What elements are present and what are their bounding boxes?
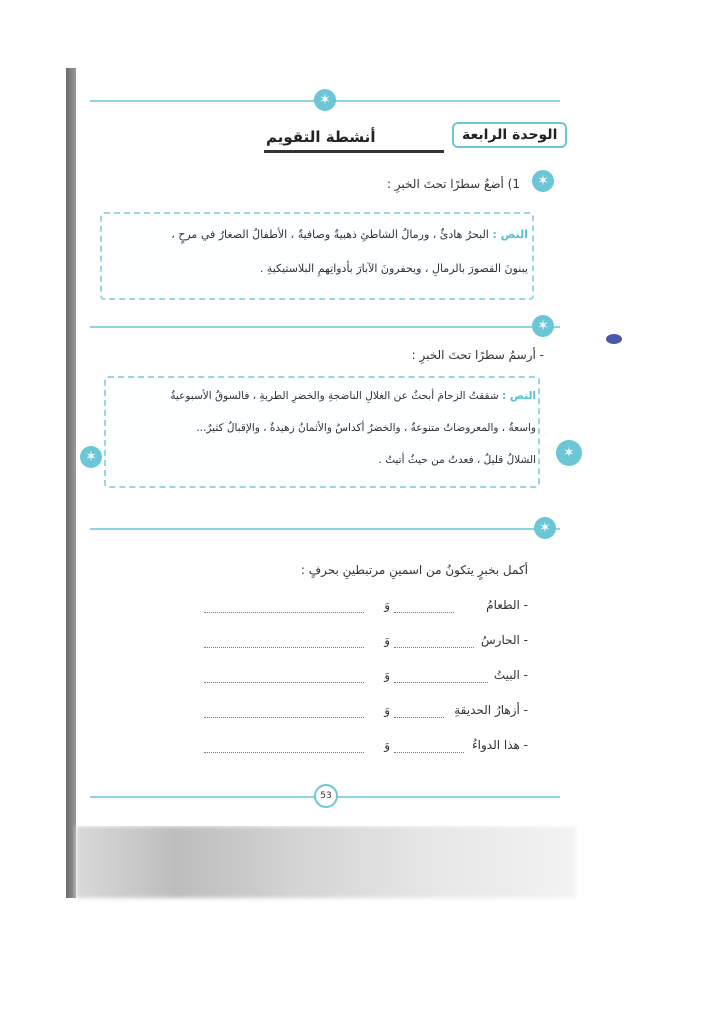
- divider-star-icon: ✶: [532, 315, 554, 337]
- completion-blank[interactable]: [394, 647, 474, 648]
- divider-line-1: [90, 326, 560, 328]
- completion-blank[interactable]: [204, 752, 364, 753]
- activity2-line1-row: [106, 390, 536, 402]
- completion-blank[interactable]: [204, 612, 364, 613]
- conjunction-label: وَ: [384, 598, 390, 612]
- activity1-text-line1: البحرُ هادئٌ ، ورمالُ الشاطئِ ذهبيةٌ وصافيةٌ ، الأطفالُ الصغارُ في مرحٍ ،: [171, 228, 489, 241]
- activity-star-icon: ✶: [532, 170, 554, 192]
- divider-star-icon-2: ✶: [534, 517, 556, 539]
- completion-row-label: - البيتُ: [493, 668, 528, 682]
- completion-row-label: - هذا الدواءُ: [472, 738, 528, 752]
- page-number: 53: [314, 784, 338, 808]
- completion-blank[interactable]: [394, 612, 454, 613]
- conjunction-label: وَ: [384, 633, 390, 647]
- activity1-text-line2: يبنونَ القصورَ بالرمالِ ، ويحفرونَ الآبارَ بأدواتِهمِ البلاستيكيةِ .: [259, 262, 528, 275]
- pen-mark-icon: [606, 334, 622, 344]
- activity1-line1-row: [108, 228, 528, 241]
- activity2-text-line1: شققتُ الزحامَ أبحثُ عن الغلالِ الناضجةِ والخضرِ الطريةِ ، فالسوقُ الأسبوعيةُ: [170, 390, 499, 402]
- completion-blank[interactable]: [394, 717, 444, 718]
- scan-bottom-smudge: [76, 826, 576, 898]
- completion-row-label: - الحارسُ: [481, 633, 528, 647]
- activity1-instruction: 1) أضعُ سطرًا تحتَ الخبرِ :: [386, 177, 520, 191]
- page-title: أنشطة التقويم: [266, 128, 376, 146]
- activity2-text-line3: الشلالُ قليلٌ ، فعدتُ من حيثُ أتيتُ .: [378, 454, 536, 466]
- completion-blank[interactable]: [394, 682, 488, 683]
- activity1-text-box: [100, 212, 534, 300]
- title-underline: [264, 150, 444, 153]
- scan-shadow-edge: [66, 68, 76, 898]
- activity2-text-label: النص :: [501, 390, 536, 402]
- conjunction-label: وَ: [384, 738, 390, 752]
- activity2-instruction: - أرسمُ سطرًا تحتَ الخبرِ :: [411, 348, 544, 362]
- divider-line-2: [90, 528, 560, 530]
- completion-row-label: - أزهارُ الحديقةِ: [454, 703, 528, 717]
- star-ornament-icon: ✶: [314, 89, 336, 111]
- unit-label: الوحدة الرابعة: [452, 122, 567, 148]
- conjunction-label: وَ: [384, 668, 390, 682]
- activity2-text-line2: واسعةٌ ، والمعروضاتُ متنوعةٌ ، والخضرُ أكداسٌ والأثمانُ زهيدةٌ ، والإقبالُ كثيرٌ...: [196, 422, 536, 434]
- right-side-star-icon: ✶: [556, 440, 582, 466]
- activity3-instruction: أكمل بخبرٍ يتكونُ من اسمينِ مرتبطينِ بحرفٍ :: [300, 563, 528, 577]
- completion-blank[interactable]: [204, 717, 364, 718]
- left-side-star-icon: ✶: [80, 446, 102, 468]
- completion-blank[interactable]: [394, 752, 464, 753]
- conjunction-label: وَ: [384, 703, 390, 717]
- completion-row-label: - الطعامُ: [486, 598, 528, 612]
- completion-blank[interactable]: [204, 682, 364, 683]
- activity1-text-label: النص :: [492, 228, 528, 241]
- completion-blank[interactable]: [204, 647, 364, 648]
